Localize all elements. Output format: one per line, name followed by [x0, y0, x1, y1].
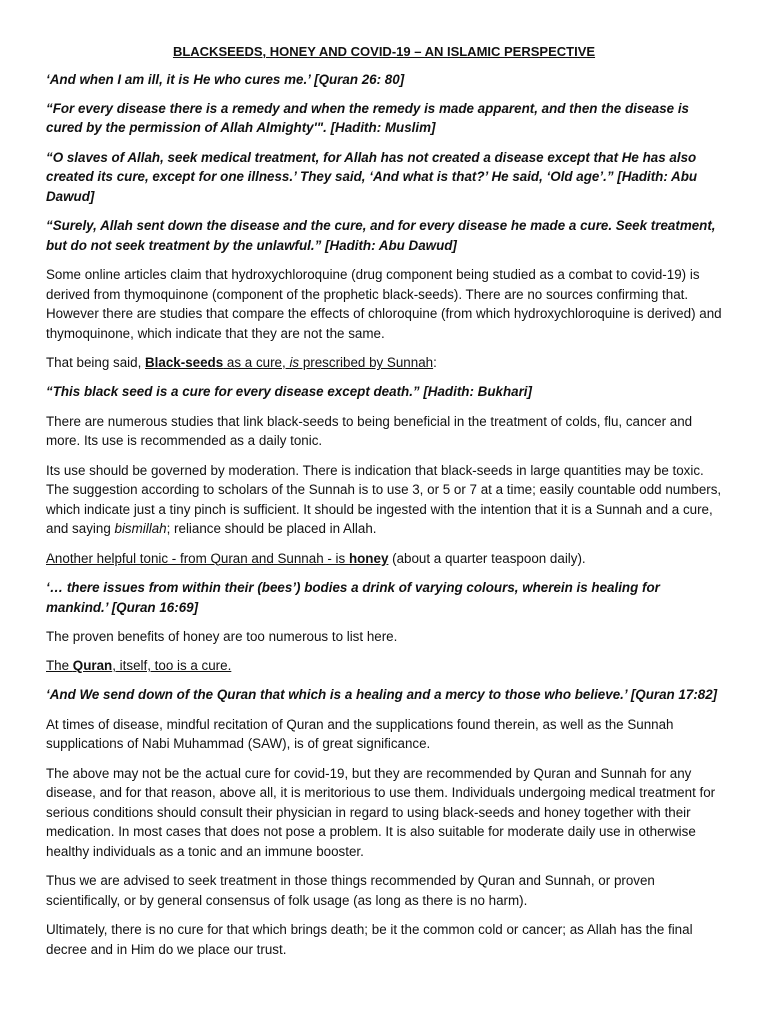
text-segment: :: [433, 355, 437, 371]
quote-hadith-abu-dawud-2: “Surely, Allah sent down the disease and the cure, and for every disease he made a cure. Seek treatment, but do not seek treatment by the unlawful.” [Hadith: Abu Dawud]: [46, 218, 716, 253]
paragraph-recommendation: The above may not be the actual cure for covid-19, but they are recommended by Quran and Sunnah for any disease, and for that reason, above all, it is meritorious to use them. Individuals undergoing medical treatment for serious conditions should consult their physician in regard to using black-seeds and honey together with their medication. In most cases that does not pose a problem. It is also suitable for moderate daily use in otherwise healthy individuals as a tonic and an immune booster.: [46, 765, 716, 859]
text-segment: prescribed by Sunnah: [299, 355, 434, 371]
quote-hadith-abu-dawud-1: “O slaves of Allah, seek medical treatment, for Allah has not created a disease except that He has also created its cure, except for one illness.’ They said, ‘And what is that?’ He said, ‘Old age’.” [Hadith: Abu Dawud]: [46, 149, 698, 204]
paragraph-honey-benefits: The proven benefits of honey are too numerous to list here.: [46, 628, 398, 644]
quote-quran-26-80: ‘And when I am ill, it is He who cures me.’ [Quran 26: 80]: [46, 71, 405, 87]
quran-term: Quran: [72, 658, 113, 674]
quote-hadith-muslim: “For every disease there is a remedy and when the remedy is made apparent, and then the disease is cured by the permission of Allah Almighty'". [Hadith: Muslim]: [46, 100, 689, 136]
paragraph-honey-tonic: [46, 549, 722, 569]
text-segment: (about a quarter teaspoon daily).: [388, 550, 586, 566]
emphasis-is: is: [289, 355, 300, 371]
paragraph-black-seeds-sunnah: [46, 353, 722, 373]
text-segment: , itself, too is a cure.: [112, 658, 232, 674]
paragraph-conclusion: Ultimately, there is no cure for that which brings death; be it the common cold or cancer; as Allah has the final decree and in Him do we place our trust.: [46, 922, 693, 957]
text-segment: [145, 355, 433, 370]
text-segment: That being said,: [46, 355, 146, 371]
document-title: BLACKSEEDS, HONEY AND COVID-19 – AN ISLAMIC PERSPECTIVE: [172, 44, 596, 59]
text-segment: [46, 551, 388, 566]
quote-quran-16-69: ‘… there issues from within their (bees’) bodies a drink of varying colours, wherein is healing for mankind.’ [Quran 16:69]: [46, 579, 660, 615]
paragraph-recitation: At times of disease, mindful recitation of Quran and the supplications found therein, as well as the Sunnah supplications of Nabi Muhammad (SAW), is of great significance.: [46, 716, 674, 752]
quote-quran-17-82: ‘And We send down of the Quran that which is a healing and a mercy to those who believe.’ [Quran 17:82]: [46, 687, 718, 703]
text-segment: The: [46, 658, 73, 674]
document-page: [46, 42, 722, 969]
black-seeds-term: Black-seeds: [145, 355, 224, 371]
paragraph-moderation: [46, 461, 722, 539]
text-segment: Another helpful tonic - from Quran and Sunnah - is: [46, 550, 349, 566]
paragraph-studies: There are numerous studies that link black-seeds to being beneficial in the treatment of colds, flu, cancer and more. Its use is recommended as a daily tonic.: [46, 413, 693, 449]
paragraph-hydroxychloroquine: Some online articles claim that hydroxychloroquine (drug component being studied as a combat to covid-19) is derived from thymoquinone (component of the prophetic black-seeds). There are no sources confirming that. However there are studies that compare the effects of chloroquine (from which hydroxychloroquine is derived) and thymoquinone, which indicate that they are not the same.: [46, 267, 722, 341]
quote-hadith-bukhari: “This black seed is a cure for every disease except death.” [Hadith: Bukhari]: [46, 384, 532, 400]
text-segment: ; reliance should be placed in Allah.: [166, 521, 377, 537]
paragraph-quran-cure: [46, 656, 722, 676]
bismillah-term: bismillah: [114, 521, 167, 537]
paragraph-seek-treatment: Thus we are advised to seek treatment in those things recommended by Quran and Sunnah, or proven scientifically, or by general consensus of folk usage (as long as there is no harm).: [46, 873, 655, 908]
honey-term: honey: [348, 550, 389, 566]
text-segment: Its use should be governed by moderation. There is indication that black-seeds in large quantities may be toxic. The suggestion according to scholars of the Sunnah is to use 3, or 5 or 7 at a time; easily countable odd numbers, which indicate just a tiny pinch is sufficient. It should be ingested with the intention that it is a Sunnah and a cure, and saying: [46, 462, 722, 537]
text-segment: as a cure,: [223, 355, 290, 371]
